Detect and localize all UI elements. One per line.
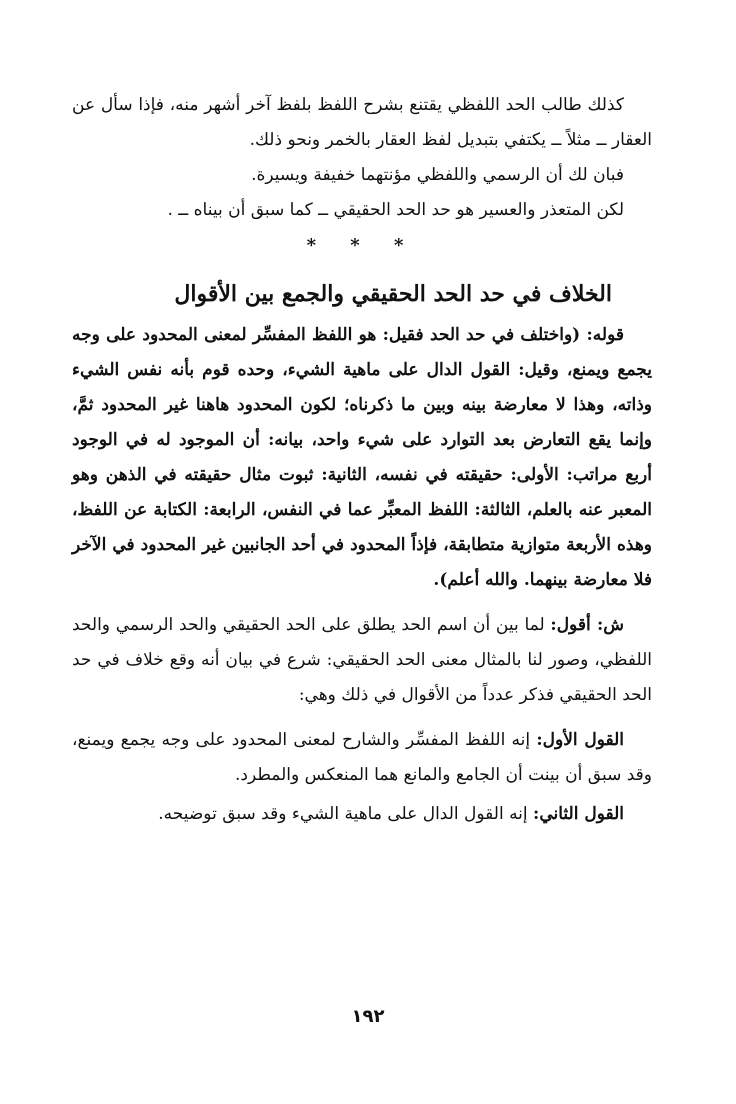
quoted-text: قوله: (واختلف في حد الحد فقيل: هو اللفظ المفسِّر لمعنى المحدود على وجه يجمع ويمنع، وقيل: القول الدال على ماهية الشيء، وحده قوم بأنه نفس الشيء وذاته، وهذا لا معارضة بينه وبين ما ذكرناه؛ لكون المحدود هاهنا غير المحدود ثمَّ، وإنما يقع التعارض بعد التوارد على شيء واحد، بيانه: أن الموجود له في الوجود أربع مراتب: الأولى: حقيقته في نفسه، الثانية: ثبوت مثال حقيقته في الذهن وهو المعبر عنه بالعلم، الثالثة: اللفظ المعبِّر عما في النفس، الرابعة: الكتابة عن اللفظ، وهذه الأربعة متوازية متطابقة، فإذاً المحدود في أحد الجانبين غير المحدود في الآخر فلا معارضة بينهما. والله أعلم). <box>72 325 652 590</box>
commentary-label: ش: أقول: <box>550 615 624 635</box>
intro-paragraph-3: لكن المتعذر والعسير هو حد الحد الحقيقي ــ كما سبق أن بيناه ــ . <box>167 200 624 220</box>
section-title: الخلاف في حد الحد الحقيقي والجمع بين الأقوال <box>174 281 612 307</box>
opinion-2 <box>72 797 652 832</box>
opinion-1-label: القول الأول: <box>536 730 624 750</box>
page-number: ١٩٢ <box>351 1006 385 1027</box>
commentary-text: لما بين أن اسم الحد يطلق على الحد الحقيقي والحد الرسمي والحد اللفظي، وصور لنا بالمثال معنى الحد الحقيقي: شرع في بيان أنه وقع خلاف في حد الحد الحقيقي فذكر عدداً من الأقوال في ذلك وهي: <box>72 615 652 705</box>
opinion-2-label: القول الثاني: <box>533 804 624 824</box>
page-body <box>72 88 652 832</box>
opinion-1 <box>72 723 652 793</box>
section-separator: * * * <box>306 235 418 256</box>
intro-paragraph-2: فبان لك أن الرسمي واللفظي مؤنتهما خفيفة ويسيرة. <box>251 165 624 185</box>
intro-paragraph-1: كذلك طالب الحد اللفظي يقتنع بشرح اللفظ بلفظ آخر أشهر منه، فإذا سأل عن العقار ــ مثلاً ــ يكتفي بتبديل لفظ العقار بالخمر ونحو ذلك. <box>72 95 652 150</box>
opinion-2-text: إنه القول الدال على ماهية الشيء وقد سبق توضيحه. <box>158 804 528 824</box>
commentary-paragraph <box>72 608 652 713</box>
opinion-1-text: إنه اللفظ المفسِّر والشارح لمعنى المحدود على وجه يجمع ويمنع، وقد سبق أن بينت أن الجامع والمانع هما المنعكس والمطرد. <box>72 730 652 785</box>
